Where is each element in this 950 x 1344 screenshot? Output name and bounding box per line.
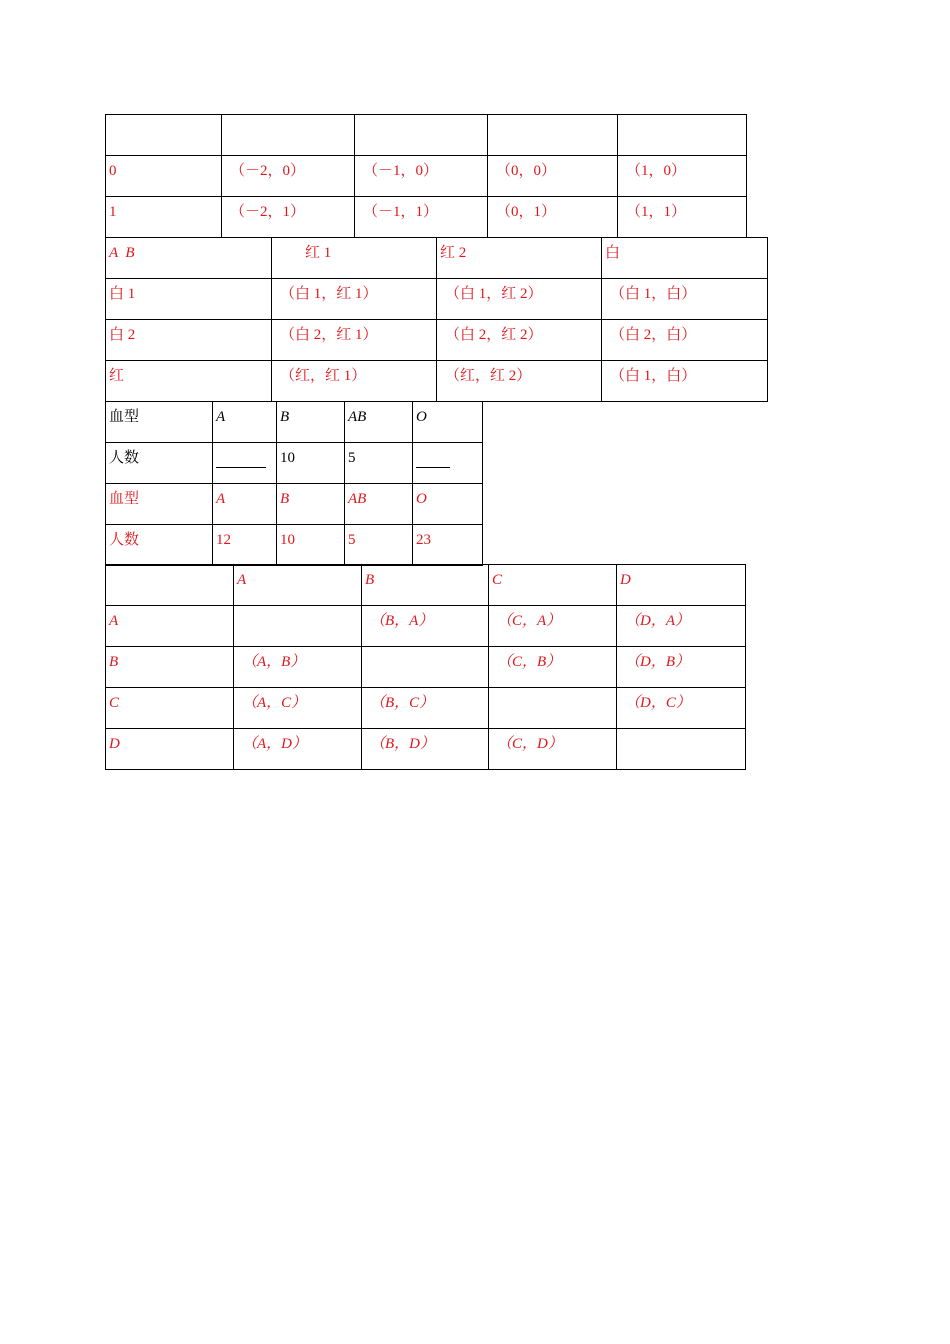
table-cell: （0，0）: [488, 156, 618, 197]
table-cell: B: [277, 402, 345, 443]
table-cell: （D，B）: [617, 647, 746, 688]
table-header-cell: B: [106, 647, 234, 688]
table-cell: （B，A）: [362, 606, 489, 647]
table-header-cell: B: [362, 565, 489, 606]
table-header-cell: 红 1: [272, 238, 437, 279]
answer-blank[interactable]: [216, 443, 266, 468]
table-cell: [489, 688, 617, 729]
table-row: [106, 115, 747, 156]
table-cell: （白 1，红 2）: [437, 279, 602, 320]
table-cell: （－1，0）: [355, 156, 488, 197]
table-cell: 12: [213, 525, 277, 566]
table-header-cell: C: [489, 565, 617, 606]
table-cell: （B，D）: [362, 729, 489, 770]
table-cell: [488, 115, 618, 156]
table-cell: 10: [277, 443, 345, 484]
table-cell: （1，0）: [618, 156, 747, 197]
table-cell: O: [413, 402, 483, 443]
table-header-cell: 人数: [106, 443, 213, 484]
table-row: [106, 238, 768, 279]
table-header-cell: D: [617, 565, 746, 606]
table-cell: （白 1，红 1）: [272, 279, 437, 320]
pair-outcome-table: [105, 564, 746, 770]
table-cell: （A，B）: [234, 647, 362, 688]
table-cell: [617, 729, 746, 770]
table-cell: [413, 443, 483, 484]
table-cell: 0: [106, 156, 222, 197]
table-cell: [234, 606, 362, 647]
table-row: [106, 606, 746, 647]
table-cell: AB: [345, 402, 413, 443]
table-cell: （白 1，白）: [602, 361, 768, 402]
table-row: [106, 729, 746, 770]
table-cell: 白 2: [106, 320, 272, 361]
table-cell: 白 1: [106, 279, 272, 320]
table-header-cell: 红 2: [437, 238, 602, 279]
table-row: [106, 565, 746, 606]
table-cell: （A，D）: [234, 729, 362, 770]
table-row: [106, 197, 747, 238]
coordinate-table: [105, 114, 747, 238]
table-cell: B: [277, 484, 345, 525]
table-cell: （1，1）: [618, 197, 747, 238]
table-header-cell: [106, 565, 234, 606]
table-cell: （白 2，红 1）: [272, 320, 437, 361]
table-cell: O: [413, 484, 483, 525]
table-header-cell: 血型: [106, 402, 213, 443]
table-cell: AB: [345, 484, 413, 525]
table-row: [106, 320, 768, 361]
table-cell: （红，红 2）: [437, 361, 602, 402]
table-header-cell: C: [106, 688, 234, 729]
table-cell: [362, 647, 489, 688]
table-row: [106, 484, 483, 525]
table-cell: （－2，1）: [222, 197, 355, 238]
table-header-cell: 白: [602, 238, 768, 279]
table-cell: （白 1，白）: [602, 279, 768, 320]
table-header-cell: D: [106, 729, 234, 770]
table-cell: [355, 115, 488, 156]
table-row: [106, 688, 746, 729]
table-cell: 5: [345, 525, 413, 566]
table-cell: 5: [345, 443, 413, 484]
table-header-cell: A: [234, 565, 362, 606]
table-cell: （白 2，白）: [602, 320, 768, 361]
table-cell: （0，1）: [488, 197, 618, 238]
blood-type-table: [105, 401, 483, 566]
table-cell: 23: [413, 525, 483, 566]
table-row: [106, 647, 746, 688]
table-cell: （－2，0）: [222, 156, 355, 197]
table-row: [106, 443, 483, 484]
table-cell: 红: [106, 361, 272, 402]
table-cell: （B，C）: [362, 688, 489, 729]
table-cell: （－1，1）: [355, 197, 488, 238]
table-cell: A: [213, 484, 277, 525]
table-cell: （D，C）: [617, 688, 746, 729]
table-header-cell: A: [106, 606, 234, 647]
table-row: [106, 156, 747, 197]
table-cell: （C，B）: [489, 647, 617, 688]
table-cell: [222, 115, 355, 156]
table-cell: （A，C）: [234, 688, 362, 729]
table-cell: （白 2，红 2）: [437, 320, 602, 361]
table-cell: [618, 115, 747, 156]
table-cell: 10: [277, 525, 345, 566]
table-cell: [213, 443, 277, 484]
table-cell: 1: [106, 197, 222, 238]
ball-outcome-table: [105, 237, 768, 402]
table-cell: （C，D）: [489, 729, 617, 770]
table-row: [106, 525, 483, 566]
table-cell: （C，A）: [489, 606, 617, 647]
table-row: [106, 279, 768, 320]
table-header-cell: A B: [106, 238, 272, 279]
table-cell: [106, 115, 222, 156]
table-cell: A: [213, 402, 277, 443]
table-header-cell: 血型: [106, 484, 213, 525]
table-header-cell: 人数: [106, 525, 213, 566]
table-row: [106, 402, 483, 443]
table-row: [106, 361, 768, 402]
table-cell: （D，A）: [617, 606, 746, 647]
answer-blank[interactable]: [416, 443, 450, 468]
table-cell: （红，红 1）: [272, 361, 437, 402]
